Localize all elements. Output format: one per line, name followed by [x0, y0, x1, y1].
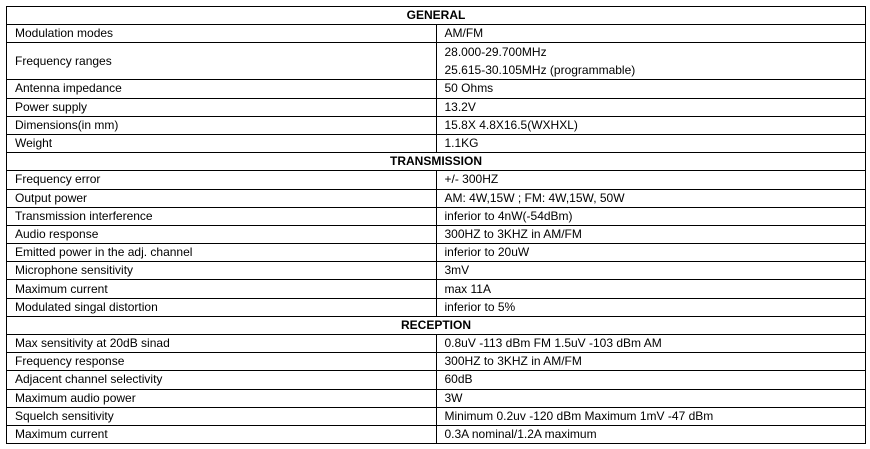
spec-label: Maximum current [7, 280, 437, 298]
spec-value: 3W [436, 389, 866, 407]
section-title: GENERAL [7, 7, 866, 25]
spec-value: Minimum 0.2uv -120 dBm Maximum 1mV -47 dBm [436, 407, 866, 425]
spec-value: AM: 4W,15W ; FM: 4W,15W, 50W [436, 189, 866, 207]
spec-value: inferior to 4nW(-54dBm) [436, 207, 866, 225]
spec-label: Maximum current [7, 425, 437, 443]
section-header-row [7, 7, 866, 25]
spec-value: 0.3A nominal/1.2A maximum [436, 425, 866, 443]
spec-value: 300HZ to 3KHZ in AM/FM [436, 225, 866, 243]
spec-value: 300HZ to 3KHZ in AM/FM [436, 353, 866, 371]
spec-value: 0.8uV -113 dBm FM 1.5uV -103 dBm AM [436, 335, 866, 353]
spec-value: inferior to 5% [436, 298, 866, 316]
specifications-body [7, 7, 866, 444]
spec-label: Modulation modes [7, 25, 437, 43]
spec-label: Microphone sensitivity [7, 262, 437, 280]
table-row [7, 43, 866, 80]
spec-label: Audio response [7, 225, 437, 243]
table-row [7, 335, 866, 353]
spec-label: Frequency response [7, 353, 437, 371]
table-row [7, 298, 866, 316]
spec-label: Max sensitivity at 20dB sinad [7, 335, 437, 353]
table-row [7, 80, 866, 98]
spec-value: 15.8X 4.8X16.5(WXHXL) [436, 116, 866, 134]
table-row [7, 244, 866, 262]
table-row [7, 116, 866, 134]
spec-label: Weight [7, 134, 437, 152]
section-title: RECEPTION [7, 316, 866, 334]
spec-label: Power supply [7, 98, 437, 116]
spec-label: Frequency error [7, 171, 437, 189]
spec-value: 3mV [436, 262, 866, 280]
table-row [7, 98, 866, 116]
spec-label: Adjacent channel selectivity [7, 371, 437, 389]
table-row [7, 407, 866, 425]
spec-value: 25.615-30.105MHz (programmable) [444, 63, 636, 78]
spec-label: Dimensions(in mm) [7, 116, 437, 134]
spec-label: Emitted power in the adj. channel [7, 244, 437, 262]
table-row [7, 25, 866, 43]
table-row [7, 353, 866, 371]
section-title: TRANSMISSION [7, 153, 866, 171]
spec-label: Squelch sensitivity [7, 407, 437, 425]
spec-value: 60dB [436, 371, 866, 389]
spec-value-cell [436, 43, 866, 80]
spec-label: Output power [7, 189, 437, 207]
specifications-table [6, 6, 866, 444]
spec-value: +/- 300HZ [436, 171, 866, 189]
spec-label: Frequency ranges [7, 43, 437, 80]
spec-value: AM/FM [436, 25, 866, 43]
table-row [7, 389, 866, 407]
table-row [7, 225, 866, 243]
section-header-row [7, 316, 866, 334]
spec-value: 28.000-29.700MHz [444, 45, 547, 60]
section-header-row [7, 153, 866, 171]
spec-value: 1.1KG [436, 134, 866, 152]
spec-value: max 11A [436, 280, 866, 298]
table-row [7, 189, 866, 207]
table-row [7, 134, 866, 152]
spec-value: inferior to 20uW [436, 244, 866, 262]
spec-value: 50 Ohms [436, 80, 866, 98]
table-row [7, 425, 866, 443]
table-row [7, 207, 866, 225]
table-row [7, 262, 866, 280]
spec-label: Antenna impedance [7, 80, 437, 98]
spec-label: Maximum audio power [7, 389, 437, 407]
spec-value: 13.2V [436, 98, 866, 116]
spec-label: Transmission interference [7, 207, 437, 225]
table-row [7, 371, 866, 389]
spec-label: Modulated singal distortion [7, 298, 437, 316]
table-row [7, 280, 866, 298]
table-row [7, 171, 866, 189]
